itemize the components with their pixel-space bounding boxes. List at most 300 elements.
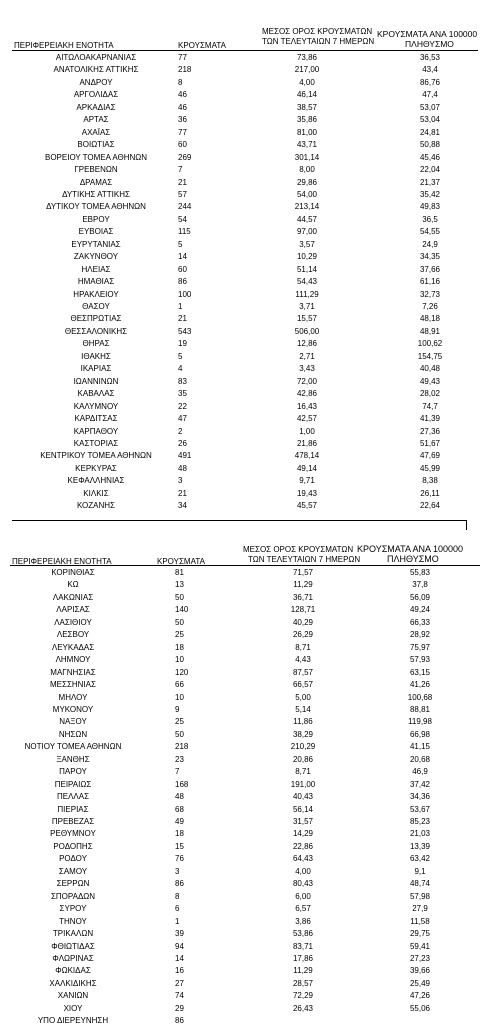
table1-header-avg7-line1: ΜΕΣΟΣ ΟΡΟΣ ΚΡΟΥΣΜΑΤΩΝ (262, 27, 373, 36)
cell-avg7: 191,00 (290, 779, 316, 789)
cell-avg7: 71,57 (292, 568, 314, 577)
table-row (0, 629, 492, 641)
table-row (0, 313, 492, 325)
cell-per100k: 34,36 (409, 792, 431, 802)
cell-per100k: 48,74 (409, 879, 431, 889)
cell-cases: 100 (178, 289, 192, 299)
cell-region: ΔΥΤΙΚΗΣ ΑΤΤΙΚΗΣ (62, 189, 130, 199)
cell-region: ΚΙΛΚΙΣ (83, 488, 109, 498)
cell-per100k: 39,66 (409, 966, 431, 976)
cell-cases: 86 (175, 1016, 184, 1026)
table-row (0, 567, 492, 579)
table1-header-region: ΠΕΡΙΦΕΡΕΙΑΚΗ ΕΝΟΤΗΤΑ (14, 41, 114, 50)
cell-cases: 54 (178, 214, 187, 224)
table-row (0, 102, 492, 114)
cell-region: ΓΡΕΒΕΝΩΝ (74, 165, 118, 175)
cell-cases: 77 (178, 127, 187, 137)
table-row (0, 251, 492, 263)
cell-region: ΞΑΝΘΗΣ (56, 754, 90, 764)
table-row (0, 401, 492, 413)
cell-region: ΑΝΑΤΟΛΙΚΗΣ ΑΤΤΙΚΗΣ (53, 65, 139, 75)
cell-cases: 47 (178, 414, 187, 424)
cell-cases: 26 (178, 438, 187, 448)
table-row (0, 953, 492, 965)
cell-region: ΠΕΙΡΑΙΩΣ (54, 779, 92, 789)
cell-per100k: 29,75 (409, 929, 431, 939)
table-row (0, 475, 492, 487)
table-row (0, 89, 492, 101)
cell-region: ΘΑΣΟΥ (82, 302, 110, 311)
cell-per100k: 8,38 (422, 476, 438, 486)
cell-region: ΚΟΡΙΝΘΙΑΣ (51, 568, 95, 577)
cell-avg7: 21,86 (296, 438, 318, 448)
cell-region: ΒΟΡΕΙΟΥ ΤΟΜΕΑ ΑΘΗΝΩΝ (44, 152, 148, 162)
cell-per100k: 37,8 (412, 580, 428, 590)
cell-region: ΛΗΜΝΟΥ (55, 655, 91, 665)
cell-avg7: 10,29 (296, 252, 318, 262)
cell-avg7: 6,57 (295, 904, 311, 914)
cell-cases: 18 (175, 829, 184, 839)
table-row (0, 326, 492, 338)
cell-avg7: 26,29 (292, 630, 314, 640)
cell-cases: 74 (175, 991, 184, 1001)
cell-avg7: 49,14 (296, 463, 318, 473)
cell-region: ΗΛΕΙΑΣ (81, 264, 111, 274)
cell-avg7: 35,86 (296, 115, 318, 125)
cell-per100k: 24,81 (419, 127, 441, 137)
cell-per100k: 43,4 (422, 65, 438, 75)
table2-header-per100k-line2: ΠΛΗΘΥΣΜΟ (387, 554, 439, 564)
cell-region: ΜΑΓΝΗΣΙΑΣ (50, 667, 96, 677)
cell-avg7: 43,71 (296, 140, 318, 150)
table1-header-per100k-line2: ΠΛΗΘΥΣΜΟ (405, 39, 454, 49)
cell-per100k: 41,15 (409, 742, 431, 752)
cell-cases: 76 (175, 854, 184, 864)
cell-avg7: 20,86 (292, 754, 314, 764)
cell-cases: 10 (175, 692, 184, 702)
cell-region: ΑΝΔΡΟΥ (79, 77, 113, 87)
cell-cases: 34 (178, 501, 187, 511)
cell-cases: 168 (175, 779, 189, 789)
table-row (0, 376, 492, 388)
cell-cases: 10 (175, 655, 184, 665)
cell-avg7: 42,57 (296, 414, 318, 424)
table-row (0, 804, 492, 816)
table2-header-region: ΠΕΡΙΦΕΡΕΙΑΚΗ ΕΝΟΤΗΤΑ (12, 557, 112, 566)
cell-avg7: 1,00 (299, 426, 315, 436)
cell-per100k: 100,68 (407, 692, 433, 702)
table1-header-per100k-line1: ΚΡΟΥΣΜΑΤΑ ΑΝΑ 100000 (377, 29, 478, 39)
cell-cases: 48 (178, 463, 187, 473)
table-row (0, 679, 492, 691)
cell-avg7: 4,00 (299, 77, 315, 87)
cell-avg7: 81,00 (296, 127, 318, 137)
cell-per100k: 57,98 (409, 891, 431, 901)
cell-avg7: 46,14 (296, 90, 318, 100)
cell-avg7: 19,43 (296, 488, 318, 498)
table-row (0, 766, 492, 778)
cell-region: ΤΡΙΚΑΛΩΝ (52, 929, 94, 939)
cell-per100k: 74,7 (422, 401, 438, 411)
table-row (0, 388, 492, 400)
cell-cases: 39 (175, 929, 184, 939)
cell-cases: 491 (178, 451, 192, 461)
cell-avg7: 5,14 (295, 704, 311, 714)
table-row (0, 226, 492, 238)
cell-cases: 19 (178, 339, 187, 349)
cell-region: ΛΑΡΙΣΑΣ (56, 605, 90, 615)
table-row (0, 164, 492, 176)
cell-region: ΛΕΥΚΑΔΑΣ (51, 642, 95, 652)
table-row (0, 239, 492, 251)
cell-region: ΕΥΡΥΤΑΝΙΑΣ (71, 239, 121, 249)
cell-cases: 86 (178, 277, 187, 287)
cell-avg7: 29,86 (296, 177, 318, 187)
cell-cases: 60 (178, 140, 187, 150)
cell-cases: 16 (175, 966, 184, 976)
table-row (0, 114, 492, 126)
cell-region: ΕΥΒΟΙΑΣ (78, 227, 114, 237)
cell-per100k: 21,37 (419, 177, 441, 187)
cell-avg7: 51,14 (296, 264, 318, 274)
cell-region: ΝΑΞΟΥ (59, 717, 87, 727)
table-row (0, 704, 492, 716)
cell-per100k: 37,66 (419, 264, 441, 274)
cell-cases: 94 (175, 941, 184, 951)
cell-avg7: 213,14 (294, 202, 320, 212)
cell-cases: 120 (175, 667, 189, 677)
cell-region: ΧΑΛΚΙΔΙΚΗΣ (49, 978, 97, 988)
cell-avg7: 87,57 (292, 667, 314, 677)
cell-region: ΕΒΡΟΥ (82, 214, 110, 224)
cell-cases: 218 (175, 742, 189, 752)
table1-header-cases: ΚΡΟΥΣΜΑΤΑ (178, 41, 226, 50)
cell-region: ΑΡΓΟΛΙΔΑΣ (73, 90, 119, 100)
cell-region: ΡΟΔΟΠΗΣ (53, 841, 93, 851)
cell-avg7: 28,57 (292, 978, 314, 988)
cell-cases: 50 (175, 592, 184, 602)
cell-cases: 15 (175, 841, 184, 851)
cell-avg7: 22,86 (292, 841, 314, 851)
table-row (0, 289, 492, 301)
cell-per100k: 25,49 (409, 978, 431, 988)
cell-avg7: 44,57 (296, 214, 318, 224)
cell-cases: 14 (178, 252, 187, 262)
cell-avg7: 128,71 (290, 605, 316, 615)
table-row (0, 64, 492, 76)
cell-region: ΧΑΝΙΩΝ (57, 991, 89, 1001)
cell-region: ΑΡΚΑΔΙΑΣ (76, 102, 116, 112)
cell-cases: 14 (175, 953, 184, 963)
cell-avg7: 11,29 (293, 580, 313, 590)
cell-cases: 218 (178, 65, 192, 75)
table2-header-avg7-line2: ΤΩΝ ΤΕΛΕΥΤΑΙΩΝ 7 ΗΜΕΡΩΝ (248, 555, 361, 564)
cell-per100k: 49,83 (419, 202, 441, 212)
cell-cases: 13 (175, 580, 184, 590)
cell-avg7: 2,71 (299, 351, 315, 361)
cell-cases: 25 (175, 630, 184, 640)
table-row (0, 463, 492, 475)
table-row (0, 338, 492, 350)
table2-header-avg7-line1: ΜΕΣΟΣ ΟΡΟΣ ΚΡΟΥΣΜΑΤΩΝ (243, 545, 354, 554)
cell-region: ΦΩΚΙΔΑΣ (55, 966, 91, 976)
cell-per100k: 100,62 (417, 339, 443, 349)
table-row (0, 866, 492, 878)
cell-per100k: 41,26 (409, 680, 431, 690)
table-row (0, 139, 492, 151)
cell-per100k: 40,48 (419, 364, 441, 374)
cell-region: ΡΕΘΥΜΝΟΥ (50, 829, 96, 839)
cell-per100k: 45,46 (419, 152, 441, 162)
cell-avg7: 45,57 (296, 501, 318, 511)
cell-per100k: 57,93 (409, 655, 431, 665)
cell-avg7: 111,29 (295, 289, 319, 299)
cell-region: ΠΡΕΒΕΖΑΣ (51, 817, 95, 826)
cell-per100k: 22,04 (419, 165, 441, 175)
cell-avg7: 66,57 (292, 680, 314, 690)
cell-per100k: 85,23 (409, 817, 431, 826)
cell-per100k: 48,91 (419, 326, 441, 336)
cell-cases: 35 (178, 389, 187, 399)
table-row (0, 903, 492, 915)
table-row (0, 363, 492, 375)
cell-region: ΛΑΚΩΝΙΑΣ (52, 592, 94, 602)
cell-avg7: 80,43 (292, 879, 314, 889)
cell-per100k: 21,03 (409, 829, 431, 839)
cell-per100k: 41,39 (419, 414, 441, 424)
cell-avg7: 217,00 (294, 65, 320, 75)
cell-cases: 83 (178, 376, 187, 386)
table-row (0, 853, 492, 865)
table-row (0, 916, 492, 928)
cell-avg7: 3,86 (295, 916, 311, 926)
table-row (0, 990, 492, 1002)
table-row (0, 351, 492, 363)
cell-avg7: 16,43 (296, 401, 318, 411)
cell-cases: 21 (178, 488, 187, 498)
cell-per100k: 59,41 (409, 941, 431, 951)
cell-cases: 5 (178, 239, 183, 249)
cell-per100k: 37,42 (409, 779, 431, 789)
table-row (0, 264, 492, 276)
cell-region: ΡΟΔΟΥ (59, 854, 87, 864)
cell-cases: 66 (175, 680, 184, 690)
table-row (0, 941, 492, 953)
cell-per100k: 36,5 (422, 214, 438, 224)
cell-per100k: 75,97 (409, 642, 431, 652)
cell-region: ΗΜΑΘΙΑΣ (77, 277, 115, 287)
cell-region: ΧΙΟΥ (63, 1003, 83, 1013)
cell-region: ΜΕΣΣΗΝΙΑΣ (50, 680, 96, 690)
table-row (0, 779, 492, 791)
cell-avg7: 6,00 (295, 891, 311, 901)
table-row (0, 579, 492, 591)
cell-per100k: 63,42 (409, 854, 431, 864)
cell-cases: 27 (175, 978, 184, 988)
cell-region: ΘΕΣΠΡΩΤΙΑΣ (70, 314, 122, 324)
cell-cases: 22 (178, 401, 187, 411)
cell-region: ΚΑΣΤΟΡΙΑΣ (73, 438, 119, 448)
cell-region: ΠΑΡΟΥ (59, 767, 87, 777)
cell-avg7: 14,29 (292, 829, 314, 839)
cell-cases: 23 (175, 754, 184, 764)
cell-avg7: 506,00 (294, 326, 320, 336)
cell-per100k: 24,9 (422, 239, 438, 249)
cell-region: ΜΗΛΟΥ (58, 692, 88, 702)
cell-cases: 49 (175, 817, 184, 826)
cell-avg7: 72,00 (296, 376, 318, 386)
cell-per100k: 154,75 (417, 351, 443, 361)
cell-cases: 21 (178, 314, 187, 324)
cell-region: ΠΕΛΛΑΣ (56, 792, 90, 802)
cell-region: ΑΧΑΪΑΣ (81, 127, 111, 137)
cell-per100k: 32,73 (419, 289, 441, 299)
cell-per100k: 36,53 (419, 53, 441, 62)
cell-per100k: 53,67 (409, 804, 431, 814)
cell-region: ΘΗΡΑΣ (82, 339, 110, 349)
cell-region: ΣΥΡΟΥ (59, 904, 87, 914)
cell-cases: 7 (178, 165, 183, 175)
cell-region: ΙΩΑΝΝΙΝΩΝ (73, 376, 119, 386)
cell-per100k: 34,35 (419, 252, 441, 262)
cell-cases: 4 (178, 364, 183, 374)
cell-per100k: 55,06 (409, 1003, 431, 1013)
cell-region: ΚΑΒΑΛΑΣ (77, 389, 115, 399)
cell-region: ΑΡΤΑΣ (83, 115, 109, 125)
table-row (0, 592, 492, 604)
table-row (0, 692, 492, 704)
cell-avg7: 73,86 (296, 53, 318, 62)
table-row (0, 1003, 492, 1015)
cell-region: ΖΑΚΥΝΘΟΥ (73, 252, 119, 262)
table-row (0, 841, 492, 853)
cell-cases: 18 (175, 642, 184, 652)
table-row (0, 152, 492, 164)
cell-per100k: 86,76 (419, 77, 441, 87)
cell-region: ΜΥΚΟΝΟΥ (52, 704, 94, 714)
cell-region: ΦΛΩΡΙΝΑΣ (52, 953, 94, 963)
table-row (0, 741, 492, 753)
cell-avg7: 11,86 (293, 717, 313, 727)
table-row (0, 301, 492, 313)
cell-region: ΦΘΙΩΤΙΔΑΣ (51, 941, 95, 951)
cell-region: ΙΘΑΚΗΣ (81, 351, 111, 361)
cell-region: ΣΠΟΡΑΔΩΝ (50, 891, 96, 901)
cell-cases: 21 (178, 177, 187, 187)
cell-avg7: 38,29 (292, 729, 314, 739)
table-row (0, 654, 492, 666)
cell-avg7: 8,71 (295, 642, 311, 652)
cell-avg7: 36,71 (292, 592, 314, 602)
table-row (0, 214, 492, 226)
cell-cases: 3 (175, 866, 180, 876)
table-row (0, 617, 492, 629)
cell-region: ΙΚΑΡΙΑΣ (80, 364, 112, 374)
cell-per100k: 27,23 (409, 953, 431, 963)
cell-cases: 2 (178, 426, 183, 436)
cell-avg7: 15,57 (296, 314, 318, 324)
cell-cases: 115 (178, 227, 191, 237)
cell-avg7: 38,57 (296, 102, 318, 112)
cell-avg7: 5,00 (295, 692, 311, 702)
table-row (0, 928, 492, 940)
table-row (0, 201, 492, 213)
cell-per100k: 51,67 (419, 438, 441, 448)
cell-region: ΤΗΝΟΥ (59, 916, 87, 926)
cell-avg7: 40,29 (292, 617, 314, 627)
cell-cases: 36 (178, 115, 187, 125)
table1-header-avg7-line2: ΤΩΝ ΤΕΛΕΥΤΑΙΩΝ 7 ΗΜΕΡΩΝ (262, 37, 375, 46)
cell-per100k: 48,18 (419, 314, 441, 324)
cell-avg7: 8,71 (295, 767, 311, 777)
cell-avg7: 64,43 (292, 854, 314, 864)
page-divider-top (12, 520, 466, 521)
cell-cases: 6 (175, 904, 180, 914)
cell-per100k: 49,43 (419, 376, 441, 386)
table-row (0, 500, 492, 512)
cell-avg7: 3,43 (299, 364, 315, 374)
cell-per100k: 47,26 (409, 991, 431, 1001)
table-row (0, 413, 492, 425)
cell-avg7: 301,14 (294, 152, 320, 162)
table-row (0, 965, 492, 977)
cell-cases: 140 (175, 605, 189, 615)
table2-header-per100k-line1: ΚΡΟΥΣΜΑΤΑ ΑΝΑ 100000 (357, 544, 463, 554)
cell-cases: 68 (175, 804, 184, 814)
cell-region: ΚΑΛΥΜΝΟΥ (73, 401, 119, 411)
cell-cases: 7 (175, 767, 180, 777)
table-row (0, 729, 492, 741)
table-row (0, 177, 492, 189)
cell-per100k: 47,69 (419, 451, 441, 461)
cell-per100k: 66,33 (409, 617, 431, 627)
cell-avg7: 53,86 (292, 929, 314, 939)
cell-per100k: 35,42 (419, 189, 441, 199)
cell-region: ΥΠΟ ΔΙΕΡΕΥΝΗΣΗ (37, 1016, 109, 1026)
cell-cases: 50 (175, 729, 184, 739)
cell-per100k: 7,26 (422, 302, 438, 311)
table-row (0, 189, 492, 201)
table-row (0, 667, 492, 679)
cell-cases: 60 (178, 264, 187, 274)
cell-per100k: 56,09 (409, 592, 431, 602)
cell-per100k: 45,99 (419, 463, 441, 473)
cell-per100k: 28,92 (409, 630, 431, 640)
table-row (0, 978, 492, 990)
cell-cases: 269 (178, 152, 192, 162)
cell-per100k: 11,58 (410, 916, 430, 926)
cell-avg7: 3,71 (299, 302, 315, 311)
table-row (0, 426, 492, 438)
cell-avg7: 17,86 (292, 953, 314, 963)
cell-region: ΛΕΣΒΟΥ (56, 630, 90, 640)
cell-region: ΝΗΣΩΝ (58, 729, 88, 739)
cell-region: ΛΑΣΙΘΙΟΥ (54, 617, 92, 627)
cell-region: ΚΟΖΑΝΗΣ (76, 501, 116, 511)
cell-per100k: 55,83 (409, 568, 431, 577)
cell-region: ΑΙΤΩΛΟΑΚΑΡΝΑΝΙΑΣ (55, 53, 137, 62)
cell-per100k: 119,98 (408, 717, 432, 727)
cell-region: ΚΕΦΑΛΛΗΝΙΑΣ (67, 476, 125, 486)
page-divider-right (466, 520, 467, 530)
cell-avg7: 8,00 (299, 165, 315, 175)
cell-avg7: 97,00 (296, 227, 318, 237)
cell-per100k: 50,88 (419, 140, 441, 150)
cell-cases: 46 (178, 102, 187, 112)
cell-cases: 81 (175, 568, 184, 577)
cell-per100k: 66,98 (409, 729, 431, 739)
cell-per100k: 54,55 (419, 227, 441, 237)
